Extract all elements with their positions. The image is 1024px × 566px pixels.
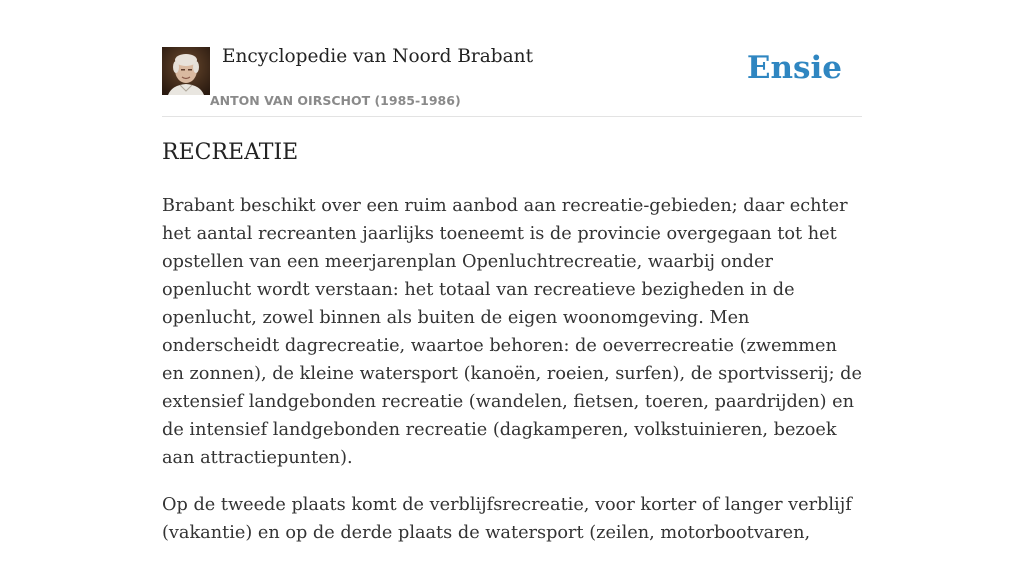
author-line[interactable]: ANTON VAN OIRSCHOT (1985-1986) [210, 93, 461, 108]
article-body [162, 192, 862, 566]
brand-logo[interactable]: Ensie [746, 50, 842, 86]
source-header [162, 46, 862, 117]
source-title[interactable]: Encyclopedie van Noord Brabant [222, 46, 534, 67]
article-paragraph: Brabant beschikt over een ruim aanbod aan recreatie-gebieden; daar echter het aantal recreanten jaarlijks toeneemt is de provincie overgegaan tot het opstellen van een meerjarenplan Openluchtrecreatie, waarbij onder openlucht wordt verstaan: het totaal van recreatieve bezigheden in de openlucht, zowel binnen als buiten de eigen woonomgeving. Men onderscheidt dagrecreatie, waartoe behoren: de oeverrecreatie (zwemmen en zonnen), de kleine watersport (kanoën, roeien, surfen), de sportvisserij; de extensief landgebonden recreatie (wandelen, fietsen, toeren, paardrijden) en de intensief landgebonden recreatie (dagkamperen, volkstuinieren, bezoek aan attractiepunten). [162, 196, 862, 468]
entry-title: RECREATIE [162, 140, 299, 165]
author-avatar-icon[interactable] [162, 47, 210, 95]
author-portrait-icon [162, 47, 210, 95]
article-paragraph: Op de tweede plaats komt de verblijfsrecreatie, voor korter of langer verblijf (vakantie) en op de derde plaats de watersport (zeilen, motorbootvaren, [162, 495, 852, 543]
